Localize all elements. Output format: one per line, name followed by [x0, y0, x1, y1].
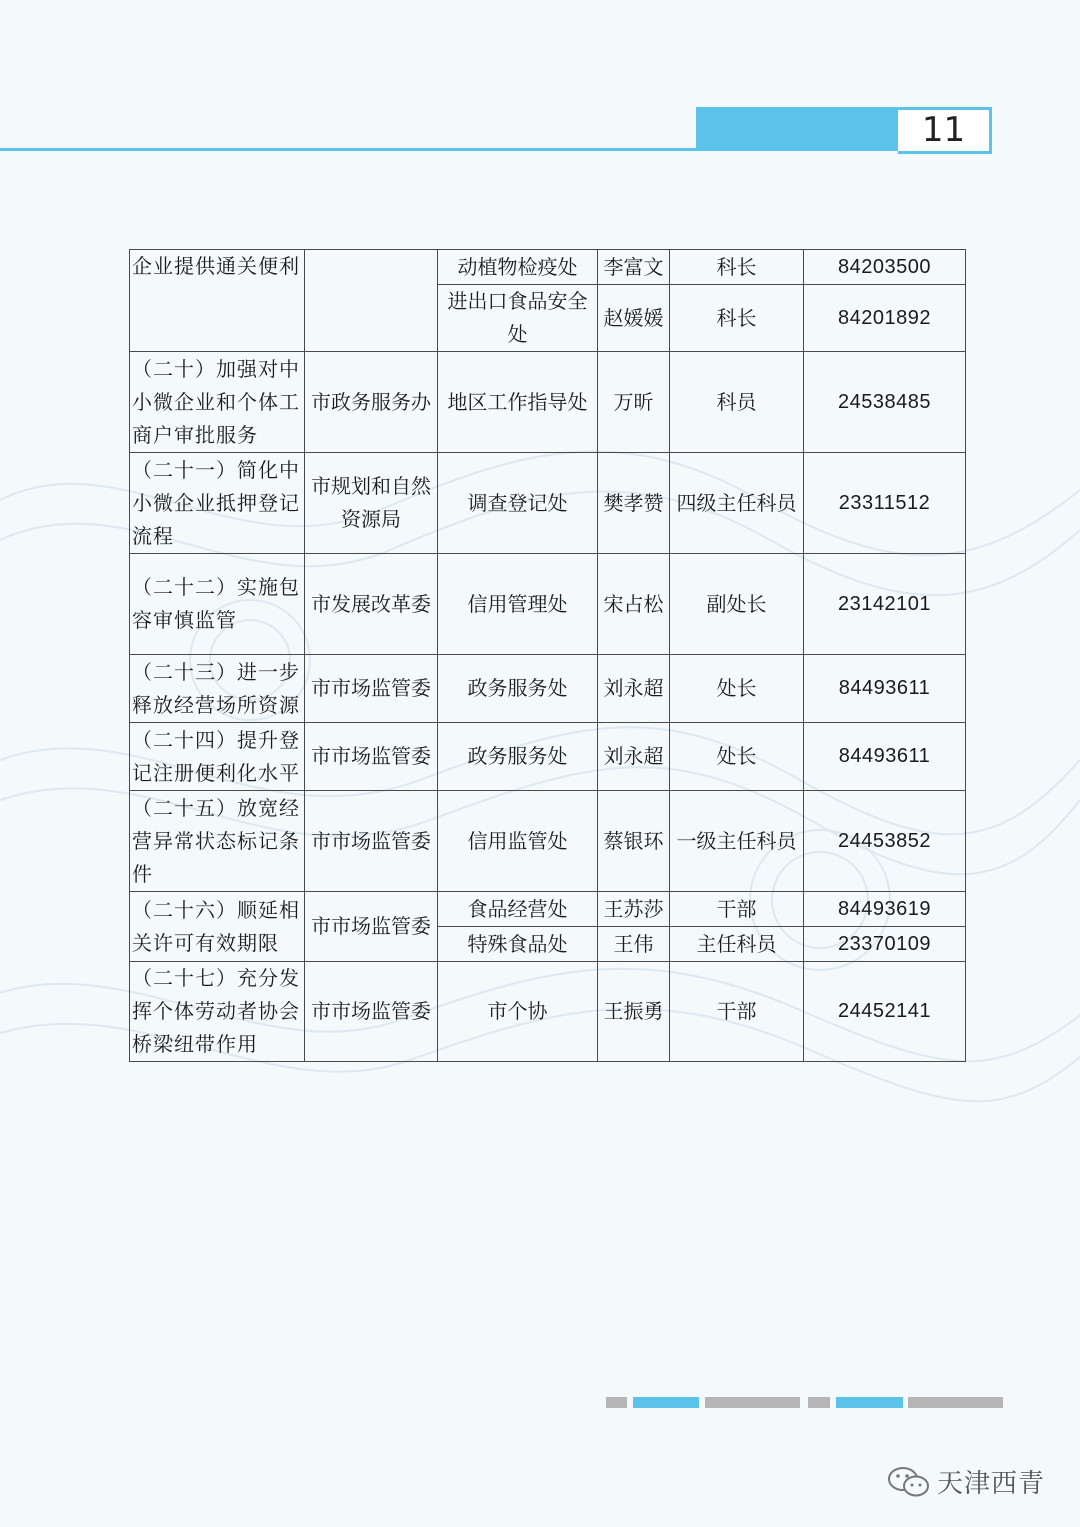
- agency-cell: 市市场监管委: [305, 655, 438, 723]
- job-title: 干部: [670, 892, 804, 927]
- agency-cell: [305, 250, 438, 352]
- department-cell: 政务服务处: [438, 655, 598, 723]
- footer-blue-bar: [633, 1397, 699, 1408]
- agency-cell: 市市场监管委: [305, 791, 438, 892]
- footer-gray-bar: [808, 1397, 830, 1408]
- contact-person: 樊孝赞: [598, 453, 670, 554]
- job-title: 主任科员: [670, 927, 804, 962]
- policy-item: （二十三）进一步释放经营场所资源: [130, 655, 305, 723]
- department-cell: 信用管理处: [438, 554, 598, 655]
- phone-number: 23142101: [804, 554, 966, 655]
- job-title: 科长: [670, 250, 804, 285]
- policy-item: （二十一）简化中小微企业抵押登记流程: [130, 453, 305, 554]
- phone-number: 84201892: [804, 285, 966, 352]
- policy-item: 企业提供通关便利: [130, 250, 305, 352]
- policy-item: （二十）加强对中小微企业和个体工商户审批服务: [130, 352, 305, 453]
- footer-blue-bar: [836, 1397, 903, 1408]
- phone-number: 84203500: [804, 250, 966, 285]
- wechat-icon: [887, 1465, 931, 1499]
- job-title: 科员: [670, 352, 804, 453]
- agency-cell: 市市场监管委: [305, 892, 438, 962]
- contact-person: 宋占松: [598, 554, 670, 655]
- contact-person: 刘永超: [598, 723, 670, 791]
- table-row: [130, 250, 966, 285]
- table-row: [130, 962, 966, 1062]
- phone-number: 24538485: [804, 352, 966, 453]
- department-cell: 政务服务处: [438, 723, 598, 791]
- page-number: 11: [898, 107, 992, 154]
- contact-person: 赵媛媛: [598, 285, 670, 352]
- table-row: [130, 453, 966, 554]
- phone-number: 24452141: [804, 962, 966, 1062]
- table-row: [130, 655, 966, 723]
- department-cell: 市个协: [438, 962, 598, 1062]
- job-title: 干部: [670, 962, 804, 1062]
- contact-person: 李富文: [598, 250, 670, 285]
- department-cell: 特殊食品处: [438, 927, 598, 962]
- job-title: 科长: [670, 285, 804, 352]
- department-cell: 动植物检疫处: [438, 250, 598, 285]
- contact-person: 万昕: [598, 352, 670, 453]
- department-cell: 食品经营处: [438, 892, 598, 927]
- policy-item: （二十二）实施包容审慎监管: [130, 554, 305, 655]
- job-title: 四级主任科员: [670, 453, 804, 554]
- phone-number: 24453852: [804, 791, 966, 892]
- phone-number: 84493611: [804, 655, 966, 723]
- footer-gray-bar: [705, 1397, 800, 1408]
- department-cell: 信用监管处: [438, 791, 598, 892]
- phone-number: 84493611: [804, 723, 966, 791]
- table-row: [130, 352, 966, 453]
- agency-cell: 市市场监管委: [305, 723, 438, 791]
- table-row: [130, 554, 966, 655]
- policy-item: （二十四）提升登记注册便利化水平: [130, 723, 305, 791]
- policy-item: （二十七）充分发挥个体劳动者协会桥梁纽带作用: [130, 962, 305, 1062]
- agency-cell: 市政务服务办: [305, 352, 438, 453]
- contact-person: 王伟: [598, 927, 670, 962]
- job-title: 处长: [670, 723, 804, 791]
- footer-gray-bar: [606, 1397, 627, 1408]
- phone-number: 23370109: [804, 927, 966, 962]
- table-row: [130, 892, 966, 927]
- contact-person: 王苏莎: [598, 892, 670, 927]
- job-title: 副处长: [670, 554, 804, 655]
- phone-number: 84493619: [804, 892, 966, 927]
- brand-name: 天津西青: [937, 1469, 1046, 1499]
- agency-cell: 市发展改革委: [305, 554, 438, 655]
- table-row: [130, 791, 966, 892]
- agency-cell: 市规划和自然资源局: [305, 453, 438, 554]
- department-cell: 进出口食品安全处: [438, 285, 598, 352]
- phone-number: 23311512: [804, 453, 966, 554]
- contact-table: [129, 249, 966, 1062]
- table-row: [130, 723, 966, 791]
- header-rule: [0, 148, 700, 151]
- department-cell: 调查登记处: [438, 453, 598, 554]
- job-title: 一级主任科员: [670, 791, 804, 892]
- policy-item: （二十六）顺延相关许可有效期限: [130, 892, 305, 962]
- policy-item: （二十五）放宽经营异常状态标记条件: [130, 791, 305, 892]
- contact-person: 蔡银环: [598, 791, 670, 892]
- agency-cell: 市市场监管委: [305, 962, 438, 1062]
- contact-person: 王振勇: [598, 962, 670, 1062]
- job-title: 处长: [670, 655, 804, 723]
- footer-gray-bar: [908, 1397, 1003, 1408]
- contact-person: 刘永超: [598, 655, 670, 723]
- header-accent-bar: [696, 107, 901, 151]
- department-cell: 地区工作指导处: [438, 352, 598, 453]
- wechat-account-logo: [887, 1463, 1045, 1500]
